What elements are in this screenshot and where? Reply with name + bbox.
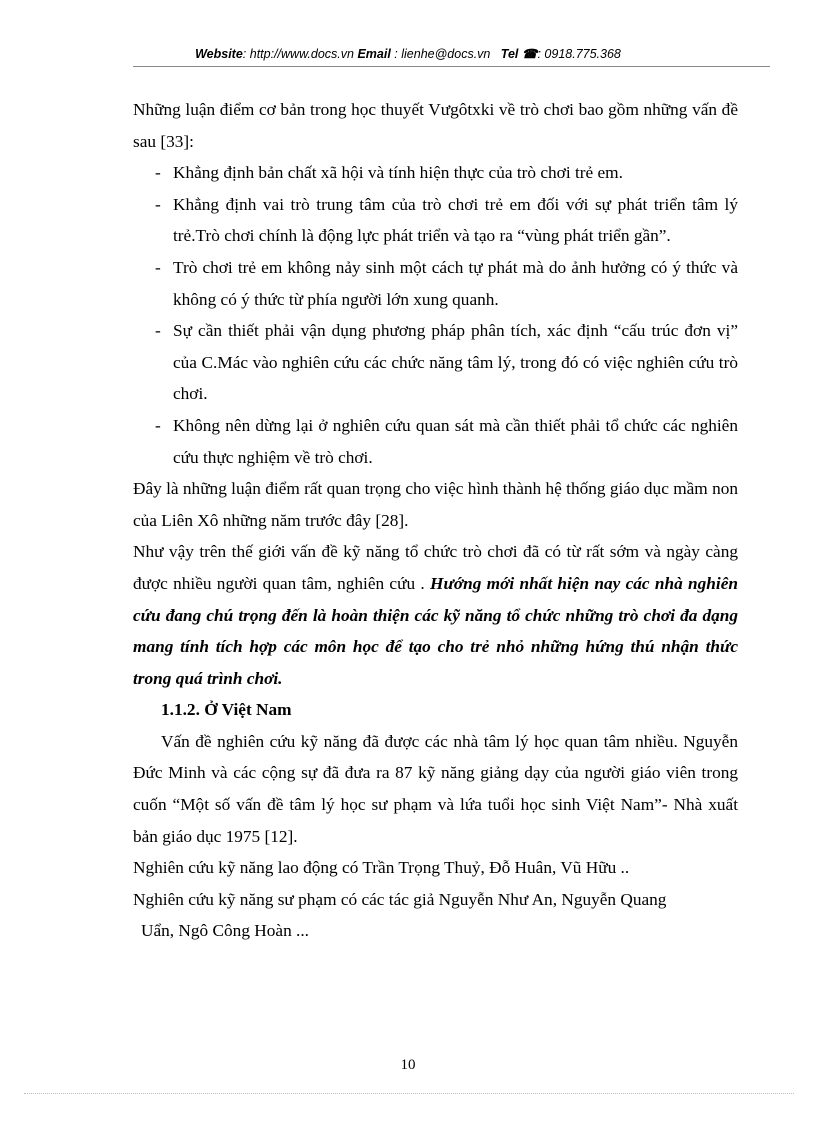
list-item [133, 189, 738, 252]
email-value[interactable]: : lienhe@docs.vn [394, 47, 491, 61]
dash-bullet-icon: - [155, 321, 161, 341]
paragraph-world-research-plain: Như vậy trên thế giới vấn đề kỹ năng tổ chức trò chơi đã có từ rất sớm và ngày càng được nhiều người quan tâm, nghiên cứu . [133, 542, 738, 593]
list-item [133, 157, 738, 189]
page-bottom-border [24, 1093, 794, 1094]
email-label: Email [357, 47, 391, 61]
paragraph-soviet-education: Đây là những luận điểm rất quan trọng cho việc hình thành hệ thống giáo dục mầm non của Liên Xô những năm trước đây [28]. [133, 479, 738, 530]
website-value[interactable]: : http://www.docs.vn [242, 47, 354, 61]
header-divider [133, 66, 770, 67]
list-item-text: Khẳng định bản chất xã hội và tính hiện thực của trò chơi trẻ em. [173, 163, 623, 183]
list-item-text: Khẳng định vai trò trung tâm của trò chơi trẻ em đối với sự phát triển tâm lý trẻ.Trò chơi chính là động lực phát triển và tạo ra “vùng phát triển gần”. [173, 194, 738, 246]
list-item [133, 315, 738, 410]
dash-bullet-icon: - [155, 415, 161, 435]
section-heading-vietnam: 1.1.2. Ở Việt Nam [161, 700, 292, 720]
page-header [0, 46, 816, 61]
page-number: 10 [400, 1057, 416, 1073]
dash-bullet-icon: - [155, 163, 161, 183]
paragraph-vietnam-research: Vấn đề nghiên cứu kỹ năng đã được các nhà tâm lý học quan tâm nhiều. Nguyễn Đức Minh và các cộng sự đã đưa ra 87 kỹ năng giảng dạy của người giáo viên trong cuốn “Một số vấn đề tâm lý học sư phạm và lứa tuổi học sinh Việt Nam”- Nhà xuất bản giáo dục 1975 [12]. [133, 731, 738, 846]
website-label: Website [195, 47, 243, 61]
list-item-text: Không nên dừng lại ở nghiên cứu quan sát mà cần thiết phải tổ chức các nghiên cứu thực nghiệm về trò chơi. [173, 415, 738, 467]
list-item [133, 410, 738, 473]
tel-value: : 0918.775.368 [537, 47, 621, 61]
paragraph-pedagogy-skills [133, 884, 738, 947]
dash-bullet-icon: - [155, 257, 161, 277]
theory-bullet-list [133, 157, 738, 473]
dash-bullet-icon: - [155, 194, 161, 214]
list-item-text: Sự cần thiết phải vận dụng phương pháp phân tích, xác định “cấu trúc đơn vị” của C.Mác vào nghiên cứu các chức năng tâm lý, trong đó có việc nghiên cứu trò chơi. [173, 321, 738, 404]
list-item-text: Trò chơi trẻ em không nảy sinh một cách tự phát mà do ảnh hưởng có ý thức và không có ý thức từ phía người lớn xung quanh. [173, 257, 738, 309]
tel-label: Tel [500, 47, 519, 61]
paragraph-world-research-emphasis: Hướng mới nhất hiện nay các nhà nghiên cứu đang chú trọng đến là hoàn thiện các kỹ năng tổ chức những trò chơi đa dạng mang tính tích hợp các môn học để tạo cho trẻ nhỏ những hứng thú nhận thức trong quá trình chơi. [133, 573, 739, 688]
intro-paragraph: Những luận điểm cơ bản trong học thuyết Vưgôtxki về trò chơi bao gồm những vấn đề sau [33]: [133, 100, 738, 151]
paragraph-world-research [133, 536, 738, 694]
paragraph-pedagogy-line-1: Nghiên cứu kỹ năng sư phạm có các tác giả Nguyễn Như An, Nguyễn Quang [133, 889, 667, 909]
document-body [133, 94, 738, 947]
list-item [133, 252, 738, 315]
paragraph-pedagogy-line-2: Uẩn, Ngô Công Hoàn ... [141, 921, 309, 941]
paragraph-labor-skills: Nghiên cứu kỹ năng lao động có Trần Trọng Thuỷ, Đỗ Huân, Vũ Hữu .. [133, 858, 630, 878]
phone-icon: ☎ [521, 47, 538, 61]
